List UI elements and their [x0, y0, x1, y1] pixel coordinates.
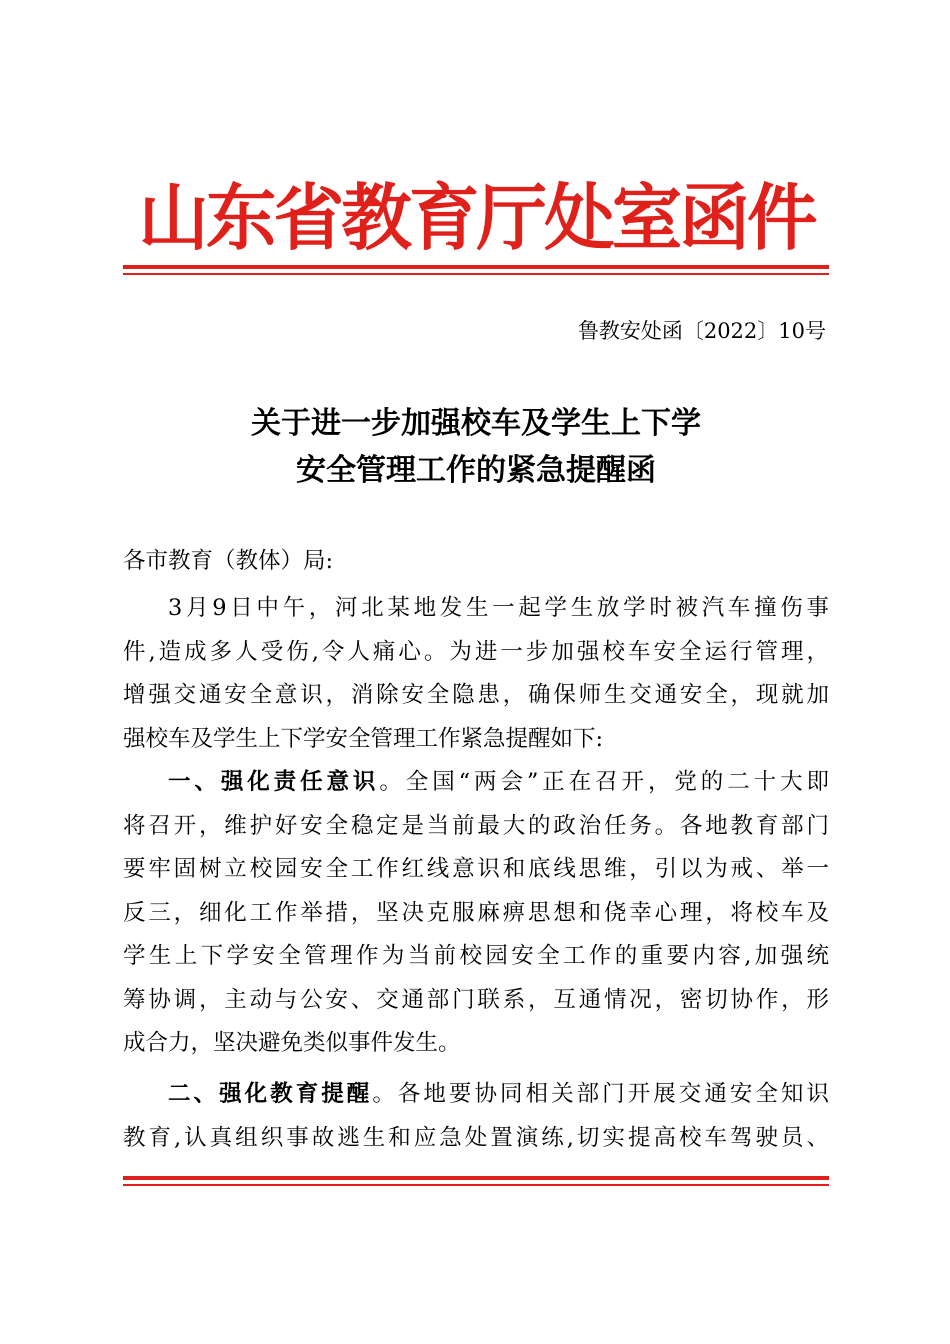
paragraph-line: 筹协调，主动与公安、交通部门联系，互通情况，密切协作，形: [123, 986, 829, 1013]
masthead-divider-thin: [123, 273, 829, 275]
section-heading-1: 一、强化责任意识: [168, 769, 380, 795]
paragraph-line: 将召开，维护好安全稳定是当前最大的政治任务。各地教育部门: [123, 812, 829, 839]
body-paragraph-1: [123, 587, 829, 761]
salutation: 各市教育（教体）局:: [123, 548, 334, 574]
paragraph-line-rest: 。全国“两会”正在召开，党的二十大即: [379, 769, 829, 795]
paragraph-line: 强校车及学生上下学安全管理工作紧急提醒如下:: [123, 725, 604, 752]
paragraph-line-rest: 。各地要协同相关部门开展交通安全知识: [372, 1081, 829, 1107]
body-paragraph-2: [123, 761, 829, 1066]
footer-divider-thick: [123, 1176, 829, 1180]
document-title-line-1: 关于进一步加强校车及学生上下学: [251, 406, 701, 441]
document-number: 鲁教安处函〔2022〕10号: [577, 319, 826, 343]
footer-divider-thin: [123, 1184, 829, 1186]
body-paragraph-3: [123, 1073, 829, 1160]
paragraph-line: 件,造成多人受伤,令人痛心。为进一步加强校车安全运行管理，: [123, 638, 829, 665]
paragraph-line: 要牢固树立校园安全工作红线意识和底线思维，引以为戒、举一: [123, 856, 829, 882]
paragraph-line: 成合力，坚决避免类似事件发生。: [123, 1030, 461, 1056]
masthead-title: 山东省教育厅处室函件: [138, 176, 815, 260]
paragraph-line: 教育,认真组织事故逃生和应急处置演练,切实提高校车驾驶员、: [123, 1124, 829, 1151]
paragraph-first-line: [123, 1073, 829, 1117]
section-heading-2: 二、强化教育提醒: [168, 1081, 373, 1107]
paragraph-line: 增强交通安全意识，消除安全隐患，确保师生交通安全，现就加: [123, 682, 829, 708]
paragraph-line: 3月9日中午，河北某地发生一起学生放学时被汽车撞伤事: [168, 595, 829, 621]
masthead-divider-thick: [123, 265, 829, 269]
paragraph-line: 反三，细化工作举措，坚决克服麻痹思想和侥幸心理，将校车及: [123, 899, 829, 926]
document-title-line-2: 安全管理工作的紧急提醒函: [296, 453, 656, 488]
paragraph-line: 学生上下学安全管理作为当前校园安全工作的重要内容,加强统: [123, 943, 829, 969]
paragraph-first-line: [123, 761, 829, 805]
